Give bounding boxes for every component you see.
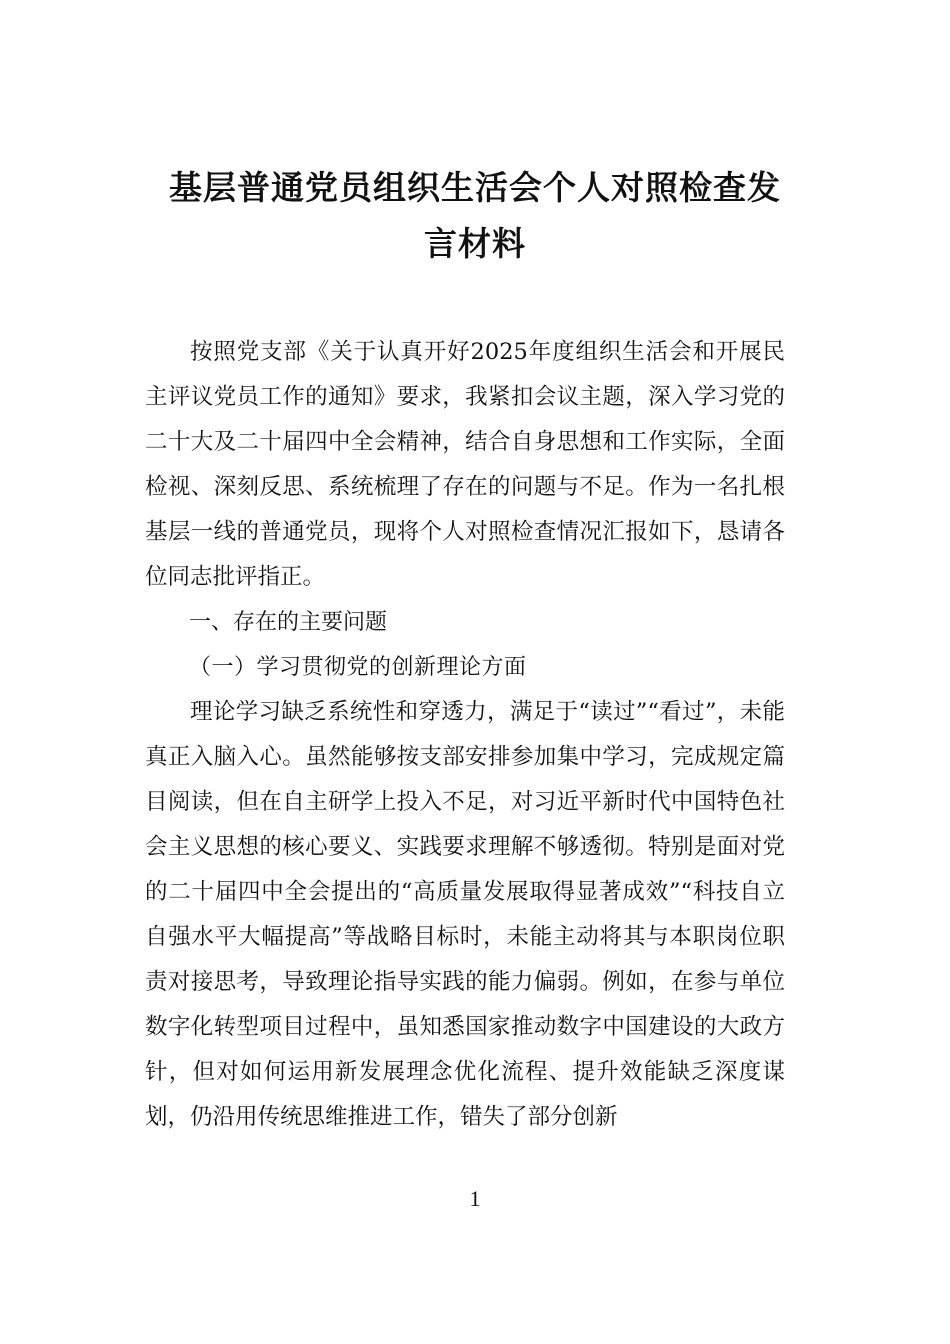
document-title: [145, 160, 805, 272]
title-line-1: 基层普通党员组织生活会个人对照检查发: [169, 168, 781, 207]
title-line-2: 言材料: [424, 224, 526, 263]
intro-paragraph: 按照党支部《关于认真开好2025年度组织生活会和开展民主评议党员工作的通知》要求，我紧扣会议主题，深入学习党的二十大及二十届四中全会精神，结合自身思想和工作实际，全面检视、深刻反思、系统梳理了存在的问题与不足。作为一名扎根基层一线的普通党员，现将个人对照检查情况汇报如下，恳请各位同志批评指正。: [145, 339, 785, 590]
page-number: 1: [469, 1186, 481, 1211]
section-heading: 一、存在的主要问题: [189, 610, 388, 635]
body-paragraph: 理论学习缺乏系统性和穿透力，满足于“读过”“看过”，未能真正入脑入心。虽然能够按支部安排参加集中学习，完成规定篇目阅读，但在自主研学上投入不足，对习近平新时代中国特色社会主义思想的核心要义、实践要求理解不够透彻。特别是面对党的二十届四中全会提出的“高质量发展取得显著成效”“科技自立自强水平大幅提高”等战略目标时，未能主动将其与本职岗位职责对接思考，导致理论指导实践的能力偏弱。例如，在参与单位数字化转型项目过程中，虽知悉国家推动数字中国建设的大政方针，但对如何运用新发展理念优化流程、提升效能缺乏深度谋划，仍沿用传统思维推进工作，错失了部分创新: [145, 699, 785, 1130]
subsection-heading: （一）学习贯彻党的创新理论方面: [189, 655, 527, 680]
document-body: [145, 330, 785, 1140]
